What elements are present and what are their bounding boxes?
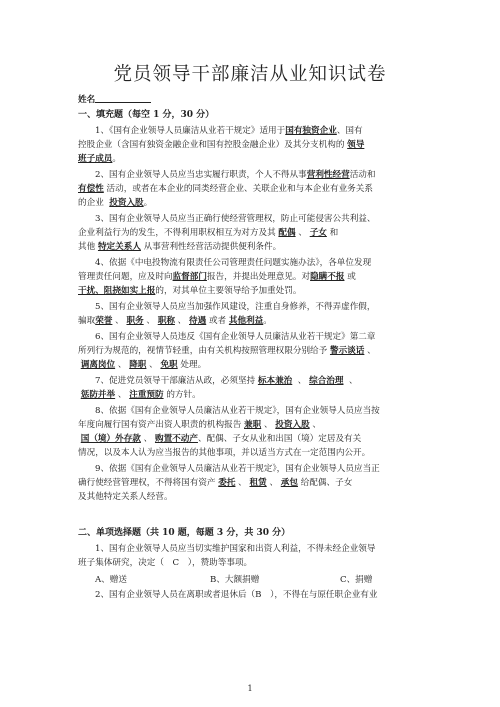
q9-answer-1: 委托 [218,478,236,488]
q5-text: 或者 [208,316,227,326]
q5-answer-3: 职称 [157,316,175,326]
q7-answer-1: 标本兼治 [257,376,293,386]
q1-text: 、国有 [336,126,363,136]
q2-text: 活动，或者在本企业的同类经营企业、关联企业和与本企业有业务关系 [106,184,373,194]
q7-text: 的方针。 [166,390,201,400]
q2-line-2 [78,183,428,195]
q6-text: 、 [367,346,376,356]
q1-line-1 [78,125,445,137]
q7-answer-3: 惩防并举 [80,390,116,400]
q2-text: 的企业 [78,198,104,208]
q3-answer-3: 特定关系人 [97,242,141,252]
q9-line-3 [78,491,428,503]
q6-text: 处理。 [180,360,207,370]
q8-answer-2: 投资入股 [275,420,310,430]
mc1-option-b: B、大额捐赠 [210,575,260,585]
q3-line-2 [78,227,428,239]
q6-text: 所列行为规范的，视情节轻重，由有关机构按照管理权限分别给予 [78,346,328,356]
q5-text: 5、国有企业领导人员应当加强作风建设，注重自身修养，不得弄虚作假， [95,302,376,312]
q1-text: 。 [112,154,121,164]
q6-line-2 [78,345,428,357]
q7-answer-4: 注重预防 [129,390,164,400]
q3-line-3 [78,241,428,253]
q2-text: 活动和 [349,170,376,180]
q3-text: 、 [298,228,307,238]
q6-answer-4: 免职 [160,360,178,370]
q6-answer-3: 降职 [129,360,147,370]
q4-text: 或 [347,272,356,282]
q9-text: 9、依据《国有企业领导人员廉洁从业若干规定》，国有企业领导人员应当正 [95,464,380,474]
q5-line-2: 骗取荣誉 、 职务 、 职称 、 待遇 或者 其他利益。 [78,316,272,326]
q3-line-1 [78,213,445,225]
q7-answer-2: 综合治理 [309,376,344,386]
q8-answer-3: 国（境）外存款 [80,434,141,444]
name-blank[interactable] [95,93,151,103]
q9-answer-3: 承包 [280,478,298,488]
q9-text: 及其他特定关系人经营。 [78,492,173,502]
q4-answer-3: 干扰、阻挠如实上报 [78,286,156,296]
q6-line-1 [78,331,445,343]
q3-text: 3、国有企业领导人员应当正确行使经营管理权，防止可能侵害公共利益、 [95,214,376,224]
q2-line-1 [78,169,445,181]
q5-answer-5: 其他利益 [228,316,264,326]
mc1-line-1 [78,543,445,555]
mc1-text: 1、国有企业领导人员应当切实维护国家和出资人利益，不得未经企业领导 [95,544,376,554]
q4-line-1 [78,257,445,269]
mc2-text: 2、国有企业领导人员在离职或者退休后（B ），不得在与原任职企业有业 [95,590,378,600]
q5-answer-2: 职务 [126,316,144,326]
q6-answer-1: 警示谈话 [329,346,365,356]
q4-text: 报告，并提出处理意见。对 [206,272,311,282]
q1-answer-2-cont: 班子成员 [78,154,113,164]
q9-line-1 [78,463,445,475]
q3-text: 企业利益行为的发生，不得利用职权相互为对方及其 [78,228,276,238]
q9-text: 给配偶、子女 [300,478,353,488]
q4-text: 的，对其单位主要领导给予加重处罚。 [155,286,302,296]
q8-line-1 [78,405,445,417]
q8-text: 8、依据《国有企业领导人员廉洁从业若干规定》，国有企业领导人员应当按 [95,406,380,416]
q2-line-3 [78,197,428,209]
q5-answer-1: 荣誉 [95,316,113,326]
q2-text: 2、国有企业领导人员应当忠实履行职责，个人不得从事 [95,170,307,180]
page-number: 1 [247,684,253,693]
page-title: 党员领导干部廉洁从业知识试卷 [113,64,387,85]
q8-answer-1: 兼职 [244,420,262,430]
q7-line-1 [78,375,445,387]
q3-text: 从事营利性经营活动提供便利条件。 [143,242,282,252]
q3-text: 其他 [78,242,96,252]
q3-text: 和 [329,228,339,238]
q1-answer-1: 国有独资企业 [285,126,337,136]
q2-answer-1: 营利性经营 [306,170,350,180]
q6-text: 6、国有企业领导人员违反《国有企业领导人员廉洁从业若干规定》第二章 [95,332,376,342]
q2-answer-3: 投资入股 [109,198,144,208]
q6-line-3: 调离岗位 、 降职 、 免职 处理。 [80,360,207,370]
q7-text: 、 [348,376,358,386]
q4-line-3 [78,285,428,297]
q7-line-2: 惩防并举 、 注重预防 的方针。 [80,390,201,400]
q8-text: 年度向履行国有资产出资人职责的机构报告 [78,420,242,430]
q5-text: 。 [263,316,272,326]
q4-answer-2: 隐瞒不报 [310,272,345,282]
q4-text: 4、依据《中电投物流有限责任公司管理责任问题实施办法》，各单位发现 [95,258,372,268]
mc1-option-c: C、捐赠 [340,575,373,585]
q1-text: 控股企业（含国有独资金融企业和国有控股金融企业）及其分支机构的 [78,140,345,150]
q7-text: 、 [297,376,307,386]
q1-answer-2: 领导 [347,140,365,150]
mc1-text: 班子集体研究，决定（ C ），赞助等事项。 [78,558,253,568]
name-label: 姓名 [78,95,96,105]
q9-line-2: 确行使经营管理权，不得将国有资产 委托 、 租赁 、 承包 给配偶、子女 [78,478,353,488]
q8-answer-4: 购置不动产 [154,434,198,444]
q6-answer-2: 调离岗位 [80,360,116,370]
name-row [78,93,428,106]
q8-text: 、配偶、子女从业和出国（境）定居及有关 [197,434,362,444]
section-1-heading: 一、填充题（每空 1 分，30 分） [78,110,215,120]
q5-answer-4: 待遇 [189,316,207,326]
section-2-heading: 二、单项选择题（共 10 题，每题 3 分，共 30 分） [78,528,291,538]
q5-text: 骗取 [78,316,96,326]
q8-line-4 [78,447,428,459]
q2-text: 。 [143,198,153,208]
q1-line-2 [78,139,428,151]
q4-answer-1: 监督部门 [172,272,207,282]
q8-line-3: 国（境）外存款 、 购置不动产、配偶、子女从业和出国（境）定居及有关 [80,434,362,444]
q1-line-3 [78,153,428,165]
q3-answer-1: 配偶 [278,228,296,238]
q4-text: 管理责任问题，应及时向 [78,272,173,282]
q7-text: 7、促进党员领导干部廉洁从政，必须坚持 [95,376,256,386]
q8-text: 情况，以及本人认为应当报告的其他事项，并以适当方式在一定范围内公开。 [78,448,371,458]
q5-line-1 [78,301,445,313]
q9-answer-2: 租赁 [249,478,267,488]
mc2-line-1 [78,589,445,601]
q3-answer-2: 子女 [309,228,327,238]
q2-answer-2: 有偿性 [78,184,104,194]
mc1-line-2 [78,557,428,569]
mc1-option-a: A、赠送 [95,575,127,585]
q8-line-2: 年度向履行国有资产出资人职责的机构报告 兼职 、 投资入股 、 [78,420,322,430]
q1-text: 1、《国有企业领导人员廉洁从业若干规定》适用于 [95,126,286,136]
q4-line-2 [78,271,428,283]
q9-text: 确行使经营管理权，不得将国有资产 [78,478,216,488]
